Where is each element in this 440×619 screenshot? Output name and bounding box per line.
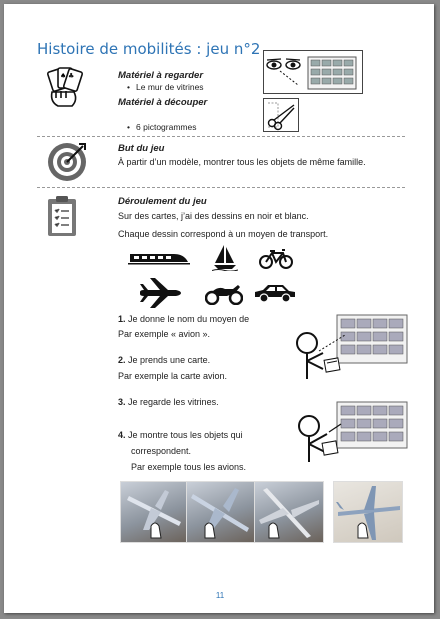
svg-text:♣: ♣	[68, 72, 75, 80]
sailboat-icon	[212, 243, 238, 271]
svg-text:♠: ♠	[60, 72, 67, 80]
step-number: 3.	[118, 397, 126, 407]
materials-look-item: • Le mur de vitrines	[122, 81, 440, 94]
eyes-icon	[267, 59, 300, 69]
airplane-photo-3	[254, 481, 324, 543]
airplane-photo-1	[120, 481, 190, 543]
step-text: Je prends une carte.	[128, 355, 211, 365]
step-3	[118, 395, 219, 410]
step-2	[118, 353, 210, 368]
goal-heading: But du jeu	[118, 143, 165, 154]
goal-text: À partir d’un modèle, montrer tous les objets de même famille.	[118, 157, 366, 167]
target-icon	[46, 141, 88, 183]
section-divider	[37, 187, 405, 188]
motorcycle-icon	[205, 281, 243, 305]
step-1-example: Par exemple « avion ».	[118, 329, 211, 339]
step-4-example: Par exemple tous les avions.	[131, 462, 247, 472]
scissors-icon	[264, 99, 298, 131]
procedure-heading: Déroulement du jeu	[118, 196, 207, 207]
step-number: 1.	[118, 314, 126, 324]
procedure-line-1: Sur des cartes, j’ai des dessins en noir et blanc.	[118, 211, 309, 221]
airplane-photo-2	[186, 481, 256, 543]
train-icon	[128, 249, 190, 265]
materials-cut-heading: Matériel à découper	[118, 97, 208, 108]
page-title: Histoire de mobilités : jeu n°2	[37, 40, 261, 58]
scissors-pictogram	[263, 98, 299, 132]
step-text: Je donne le nom du moyen de	[128, 314, 250, 324]
step-4	[118, 428, 243, 443]
airplane-icon	[138, 278, 182, 308]
step-2-example: Par exemple la carte avion.	[118, 371, 228, 381]
section-divider	[37, 136, 405, 137]
materials-cut-item: • 6 pictogrammes	[122, 121, 440, 134]
bicycle-icon	[259, 249, 293, 269]
clipboard-icon	[46, 194, 78, 238]
look-at-vitrines-pictogram	[263, 50, 363, 94]
procedure-line-2: Chaque dessin correspond à un moyen de transport.	[118, 229, 329, 239]
step-text: Je regarde les vitrines.	[128, 397, 219, 407]
playing-cards-icon	[44, 66, 88, 110]
materials-look-heading: Matériel à regarder	[118, 70, 204, 81]
airplane-photo-4	[333, 481, 403, 543]
step-text: Je montre tous les objets qui	[128, 430, 243, 440]
person-showing-objects-pictogram	[295, 400, 411, 464]
person-pointing-card-pictogram	[293, 313, 409, 383]
step-number: 2.	[118, 355, 126, 365]
car-icon	[253, 283, 297, 303]
page-number: 11	[215, 591, 225, 600]
step-number: 4.	[118, 430, 126, 440]
step-4-text-continued: correspondent.	[131, 446, 192, 456]
step-1	[118, 312, 249, 327]
